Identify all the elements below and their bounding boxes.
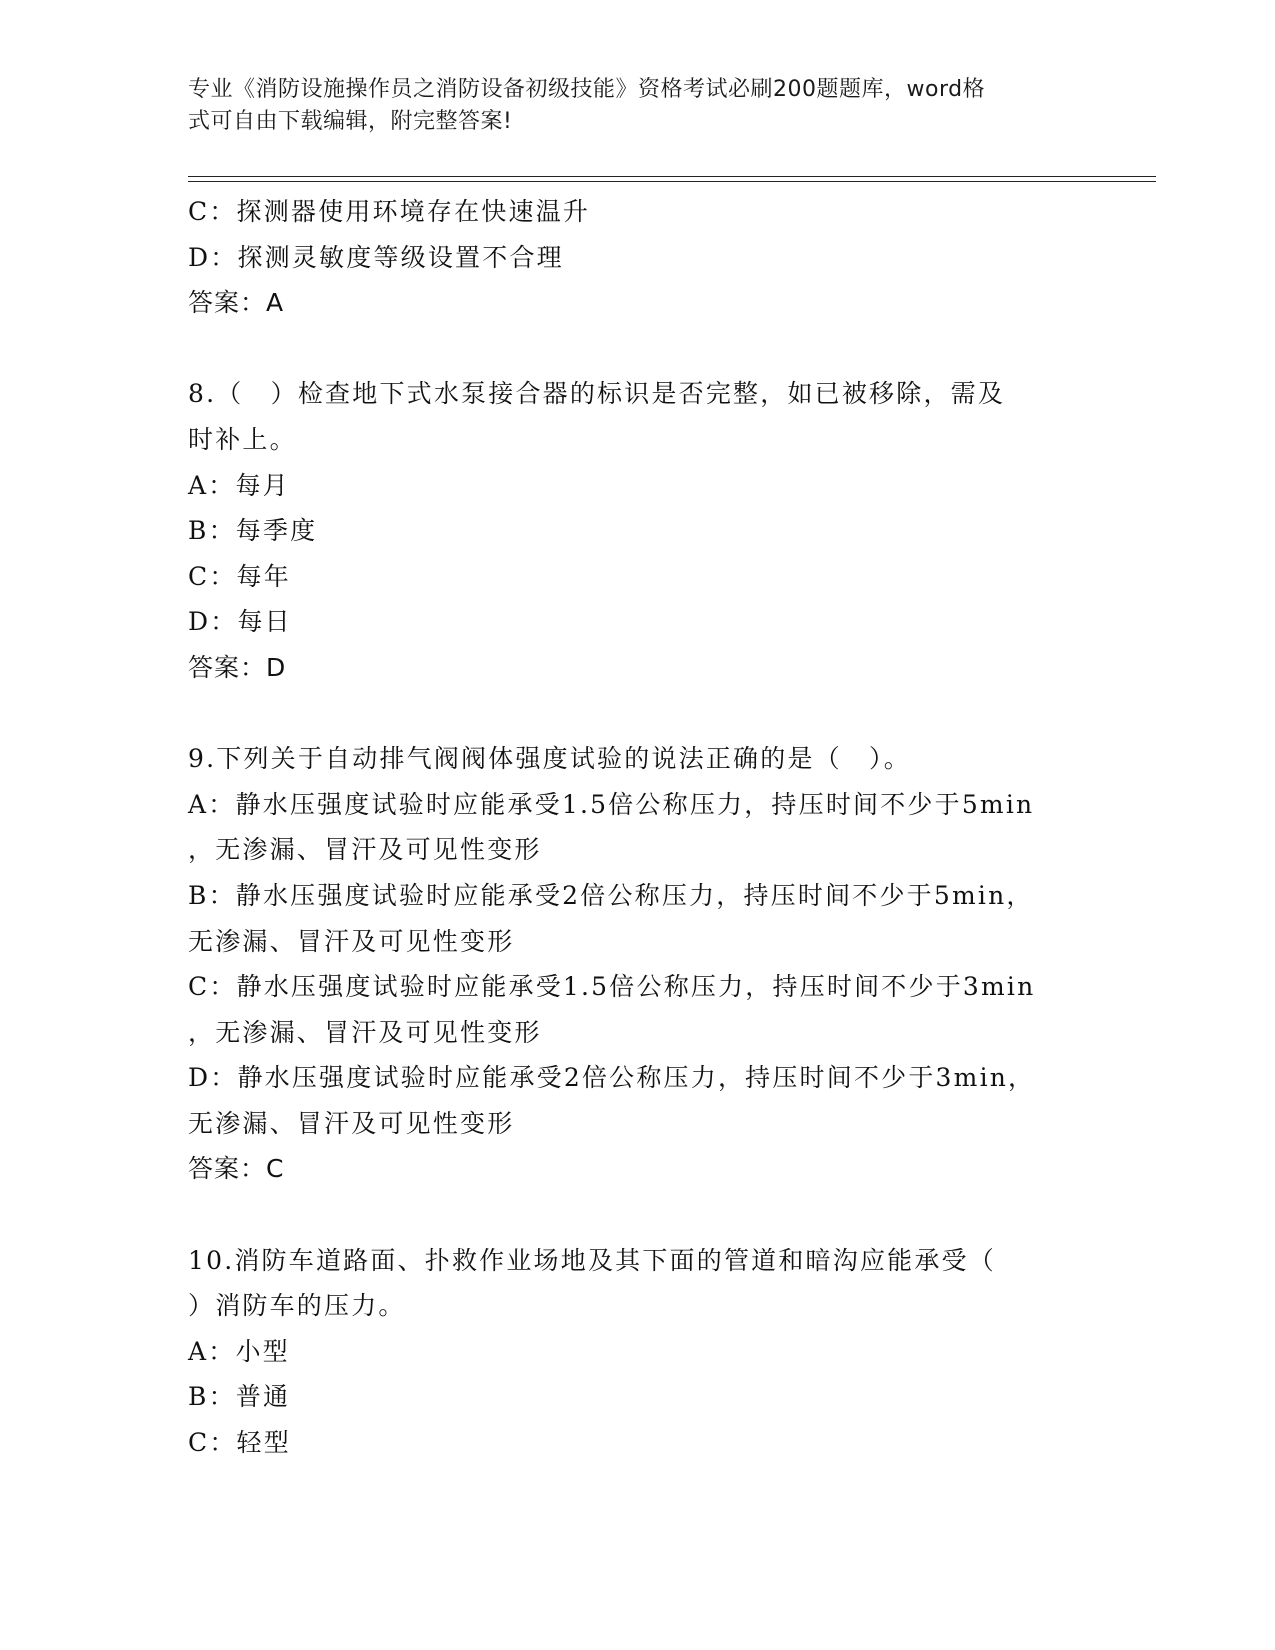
option-line: D：每日 (188, 607, 292, 637)
spacer (188, 691, 1108, 737)
option-line-continued: ，无渗漏、冒汗及可见性变形 (188, 1017, 542, 1047)
question-stem-line: 时补上。 (188, 424, 297, 454)
header-rule-top (188, 176, 1156, 177)
option-line-continued: 无渗漏、冒汗及可见性变形 (188, 1108, 515, 1138)
option-line: C：探测器使用环境存在快速温升 (188, 197, 591, 226)
spacer (188, 326, 1108, 372)
question-content (188, 189, 1108, 1466)
option-line-continued: 无渗漏、冒汗及可见性变形 (188, 926, 515, 956)
question-stem-line: 8.（ ）检查地下式水泵接合器的标识是否完整，如已被移除，需及 (188, 379, 1006, 409)
header-rule-bottom (188, 181, 1156, 182)
option-line: A：小型 (188, 1336, 290, 1366)
question-stem-line: ）消防车的压力。 (188, 1291, 406, 1321)
option-line: C：每年 (188, 561, 291, 591)
answer-line: 答案：C (188, 1154, 285, 1184)
option-line: B：静水压强度试验时应能承受2倍公称压力，持压时间不少于5min， (188, 880, 1034, 910)
header-line-1: 专业《消防设施操作员之消防设备初级技能》资格考试必刷200题题库，word格 (188, 77, 986, 102)
option-line: C：轻型 (188, 1428, 291, 1458)
question-stem-line: 10.消防车道路面、扑救作业场地及其下面的管道和暗沟应能承受（ (188, 1245, 996, 1275)
option-line: A：每月 (188, 470, 290, 500)
option-line-continued: ，无渗漏、冒汗及可见性变形 (188, 835, 542, 865)
option-line: A：静水压强度试验时应能承受1.5倍公称压力，持压时间不少于5min (188, 789, 1035, 819)
answer-line: 答案：D (188, 652, 287, 682)
option-line: B：每季度 (188, 516, 318, 546)
spacer (188, 1192, 1108, 1238)
document-header (188, 74, 1068, 138)
header-line-2: 式可自由下载编辑，附完整答案! (188, 109, 513, 134)
question-stem-line: 9.下列关于自动排气阀阀体强度试验的说法正确的是（ ）。 (188, 744, 911, 774)
answer-line: 答案：A (188, 288, 285, 318)
option-line: D：静水压强度试验时应能承受2倍公称压力，持压时间不少于3min， (188, 1063, 1036, 1093)
option-line: C：静水压强度试验时应能承受1.5倍公称压力，持压时间不少于3min (188, 972, 1036, 1002)
option-line: B：普通 (188, 1382, 291, 1412)
option-line: D：探测灵敏度等级设置不合理 (188, 242, 564, 272)
